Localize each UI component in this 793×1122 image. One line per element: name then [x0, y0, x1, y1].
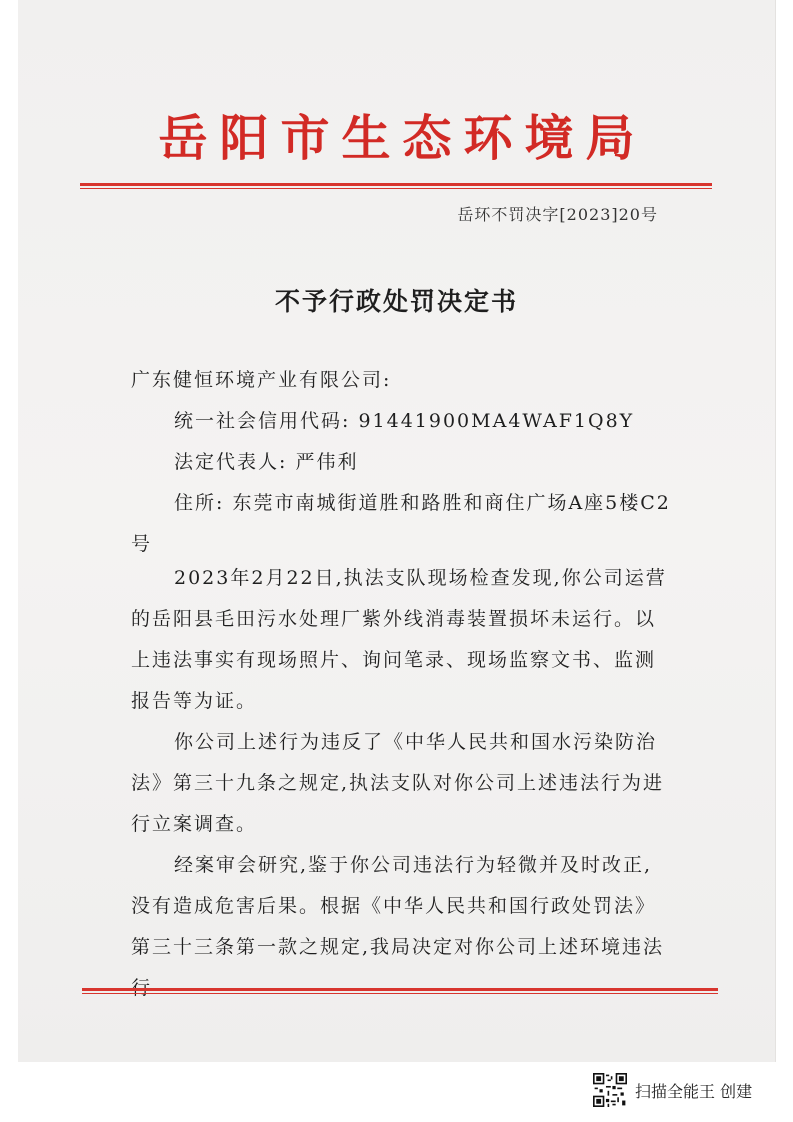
paragraph-facts: 2023年2月22日,执法支队现场检查发现,你公司运营的岳阳县毛田污水处理厂紫外线消毒装置损坏未运行。以上违法事实有现场照片、询问笔录、现场监察文书、监测报告等为证。	[131, 567, 667, 712]
footer-rule-thick	[82, 988, 718, 991]
recipient-block	[131, 360, 671, 565]
document-number: 岳环不罚决字[2023]20号	[457, 205, 658, 224]
scanner-label: 扫描全能王 创建	[635, 1081, 753, 1101]
scanner-watermark	[593, 1072, 752, 1108]
header-rule-thick	[80, 183, 712, 186]
footer-rule-thin	[82, 993, 718, 994]
recipient-name: 广东健恒环境产业有限公司:	[131, 369, 392, 391]
paragraph-violation: 你公司上述行为违反了《中华人民共和国水污染防治法》第三十九条之规定,执法支队对你公司上述违法行为进行立案调查。	[131, 731, 665, 835]
paragraph-decision: 经案审会研究,鉴于你公司违法行为轻微并及时改正,没有造成危害后果。根据《中华人民共和国行政处罚法》第三十三条第一款之规定,我局决定对你公司上述环境违法	[131, 854, 665, 958]
credit-code: 统一社会信用代码: 91441900MA4WAF1Q8Y	[174, 410, 635, 432]
agency-name: 岳阳市生态环境局	[158, 109, 647, 167]
header-rule-thin	[80, 188, 712, 189]
address: 住所: 东莞市南城街道胜和路胜和商住广场A座5楼C2号	[131, 492, 671, 555]
body-text	[131, 558, 671, 1009]
legal-representative: 法定代表人: 严伟利	[174, 451, 359, 473]
qr-code-icon	[593, 1073, 627, 1107]
document-title: 不予行政处罚决定书	[274, 287, 518, 316]
